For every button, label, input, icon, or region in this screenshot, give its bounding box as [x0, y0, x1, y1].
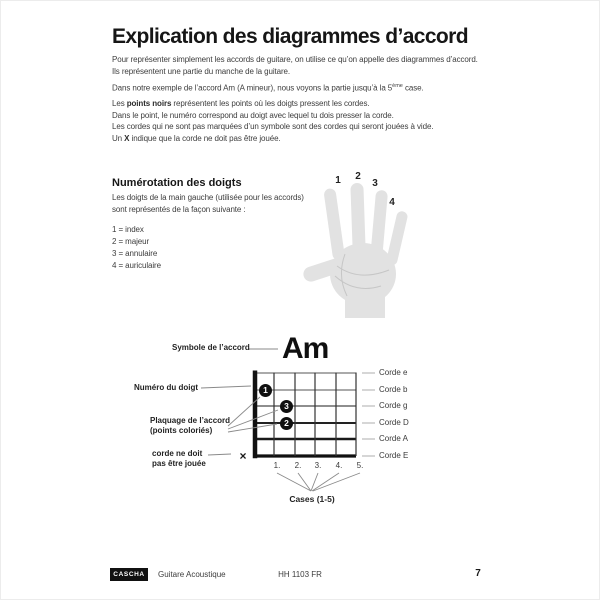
paragraph-line: sont représentés de la façon suivante : [112, 204, 246, 214]
intro-paragraph-1 [112, 54, 478, 77]
muted-string-label [152, 449, 206, 469]
footer-catalog-number: HH 1103 FR [278, 570, 322, 579]
string-label-e: Corde e [379, 368, 408, 377]
bold-term: X [124, 133, 130, 143]
fret-number-1: 1. [273, 461, 281, 470]
hand-finger-label-1: 1 [335, 175, 341, 186]
paragraph-line: Les doigts de la main gauche (utilisée pour les accords) [112, 193, 304, 202]
muted-label-line: pas être jouée [152, 459, 206, 468]
paragraph-line: Dans le point, le numéro correspond au doigt avec lequel tu dois presser la corde. [112, 110, 394, 120]
paragraph-text: case. [402, 83, 424, 93]
finger-list [112, 224, 161, 272]
list-item: 2 = majeur [112, 236, 150, 246]
list-item: 4 = auriculaire [112, 260, 161, 270]
hand-finger-label-3: 3 [372, 178, 378, 189]
string-label-g: Corde g [379, 401, 408, 410]
paragraph-line: Les cordes qui ne sont pas marquées d’un symbole sont des cordes qui seront jouées à vide. [112, 122, 434, 132]
fretting-label [150, 416, 230, 436]
list-item: 3 = annulaire [112, 248, 158, 258]
finger-dot-2: 2 [280, 417, 293, 430]
cases-label: Cases (1-5) [289, 494, 335, 504]
paragraph-text: Un [112, 133, 125, 143]
string-label-E: Corde E [379, 451, 409, 460]
fret-number-5: 5. [356, 461, 364, 470]
paragraph-line [112, 98, 433, 110]
fret-number-3: 3. [314, 461, 322, 470]
paragraph-text: Dans notre exemple de l’accord Am (A mineur), nous voyons la partie jusqu’à la 5 [112, 83, 393, 93]
publisher-logo: CASCHA [110, 568, 148, 581]
chord-symbol-label: Symbole de l’accord [172, 343, 250, 352]
finger-dot-1: 1 [259, 384, 272, 397]
list-item: 1 = index [112, 225, 144, 234]
intro-paragraph-3 [112, 98, 433, 144]
finger-numbering-description [112, 192, 304, 215]
finger-number-label: Numéro du doigt [134, 383, 198, 392]
string-label-b: Corde b [379, 385, 408, 394]
footer-series-title: Guitare Acoustique [158, 570, 226, 579]
fretting-label-line: (points coloriés) [150, 426, 213, 435]
chord-name: Am [282, 332, 329, 365]
muted-label-line: corde ne doit [152, 449, 203, 458]
string-label-A: Corde A [379, 434, 408, 443]
fret-number-2: 2. [294, 461, 302, 470]
paragraph-line [112, 133, 433, 145]
paragraph-line: Pour représenter simplement les accords de guitare, on utilise ce qu’on appelle des diagrammes d’accord. [112, 55, 478, 64]
muted-string-x-icon: × [239, 449, 247, 463]
hand-finger-label-4: 4 [389, 197, 395, 208]
paragraph-text: indique que la corde ne doit pas être jouée. [129, 133, 281, 143]
string-label-D: Corde D [379, 418, 409, 427]
page-title: Explication des diagrammes d’accord [112, 25, 468, 48]
page-number: 7 [475, 568, 481, 579]
finger-dot-3: 3 [280, 400, 293, 413]
ordinal-superscript: ème [392, 83, 403, 89]
section-heading-finger-numbering: Numérotation des doigts [112, 177, 242, 189]
bold-term: points noirs [126, 99, 172, 108]
paragraph-line: Ils représentent une partie du manche de la guitare. [112, 66, 291, 76]
fret-number-4: 4. [335, 461, 343, 470]
fretting-label-line: Plaquage de l’accord [150, 416, 231, 425]
paragraph-text: Les [112, 99, 127, 108]
paragraph-text: représentent les points où les doigts pressent les cordes. [171, 99, 370, 108]
hand-finger-label-2: 2 [355, 171, 361, 182]
intro-paragraph-2 [112, 81, 424, 94]
